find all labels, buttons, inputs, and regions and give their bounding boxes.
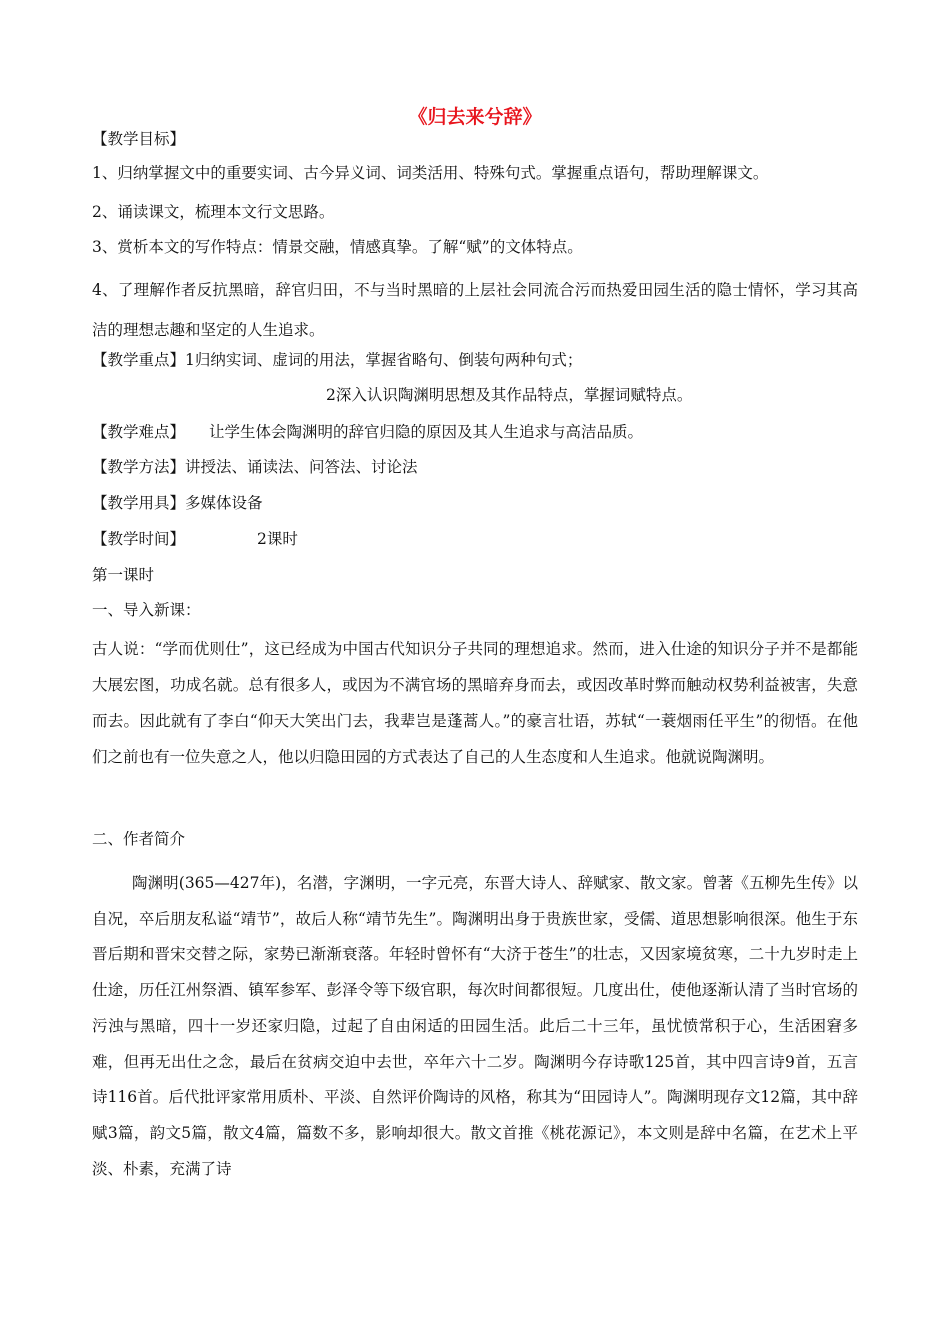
- time-row: [92, 527, 298, 549]
- difficulty-row: [92, 420, 643, 442]
- method-row: [92, 455, 418, 477]
- time-label: 【教学时间】: [92, 530, 186, 548]
- key-points-row: [92, 348, 582, 370]
- tools-row: [92, 491, 263, 513]
- section-1-heading: 一、导入新课：: [92, 601, 201, 619]
- method-label: 【教学方法】: [92, 458, 186, 476]
- tools-text: 多媒体设备: [185, 494, 263, 512]
- section-2-heading: 二、作者简介: [92, 830, 186, 848]
- key-points-label: 【教学重点】: [92, 351, 186, 369]
- method-text: 讲授法、诵读法、问答法、讨论法: [185, 458, 418, 476]
- author-paragraph: 陶渊明(365—427年)，名潜，字渊明，一字元亮，东晋大诗人、辞赋家、散文家。曾著《五柳先生传》以自况，卒后朋友私谥“靖节”，故后人称“靖节先生”。陶渊明出身于贵族世家，受儒、道思想影响很深。他生于东晋后期和晋宋交替之际，家势已渐渐衰落。年轻时曾怀有“大济于苍生”的壮志，又因家境贫寒，二十九岁时走上仕途，历任江州祭酒、镇军参军、彭泽令等下级官职，每次时间都很短。几度出仕，使他逐渐认清了当时官场的污浊与黑暗，四十一岁还家归隐，过起了自由闲适的田园生活。此后二十三年，虽忧愤常积于心，生活困窘多难，但再无出仕之念，最后在贫病交迫中去世，卒年六十二岁。陶渊明今存诗歌125首，其中四言诗9首，五言诗116首。后代批评家常用质朴、平淡、自然评价陶诗的风格，称其为“田园诗人”。陶渊明现存文12篇，其中辞赋3篇，韵文5篇，散文4篇，篇数不多，影响却很大。散文首推《桃花源记》，本文则是辞中名篇，在艺术上平淡、朴素，充满了诗: [92, 874, 858, 1178]
- intro-paragraph: 古人说：“学而优则仕”，这已经成为中国古代知识分子共同的理想追求。然而，进入仕途的知识分子并不是都能大展宏图，功成名就。总有很多人，或因为不满官场的黑暗弃身而去，或因改革时弊而触动权势利益被害，失意而去。因此就有了李白“仰天大笑出门去，我辈岂是蓬蒿人。”的豪言壮语，苏轼“一蓑烟雨任平生”的彻悟。在他们之前也有一位失意之人，他以归隐田园的方式表达了自己的人生态度和人生追求。他就说陶渊明。: [92, 640, 858, 766]
- goal-4: 4、了理解作者反抗黑暗，辞官归田，不与当时黑暗的上层社会同流合污而热爱田园生活的隐士情怀，学习其高洁的理想志趣和坚定的人生追求。: [92, 281, 858, 339]
- difficulty-label: 【教学难点】: [92, 423, 186, 441]
- key-point-2: 2深入认识陶渊明思想及其作品特点，掌握词赋特点。: [326, 386, 693, 404]
- document-title: 《归去来兮辞》: [408, 106, 542, 128]
- goal-2: 2、诵读课文，梳理本文行文思路。: [92, 203, 335, 221]
- time-text: 2课时: [257, 530, 298, 548]
- goal-1: 1、归纳掌握文中的重要实词、古今异义词、词类活用、特殊句式。掌握重点语句，帮助理解课文。: [92, 164, 769, 182]
- lesson-1-heading: 第一课时: [92, 566, 155, 584]
- key-point-1: 1归纳实词、虚词的用法，掌握省略句、倒装句两种句式；: [185, 351, 583, 369]
- tools-label: 【教学用具】: [92, 494, 186, 512]
- difficulty-text: 让学生体会陶渊明的辞官归隐的原因及其人生追求与高洁品质。: [209, 423, 644, 441]
- goals-heading: 【教学目标】: [92, 130, 186, 148]
- goal-3: 3、赏析本文的写作特点：情景交融，情感真挚。了解“赋”的文体特点。: [92, 238, 583, 256]
